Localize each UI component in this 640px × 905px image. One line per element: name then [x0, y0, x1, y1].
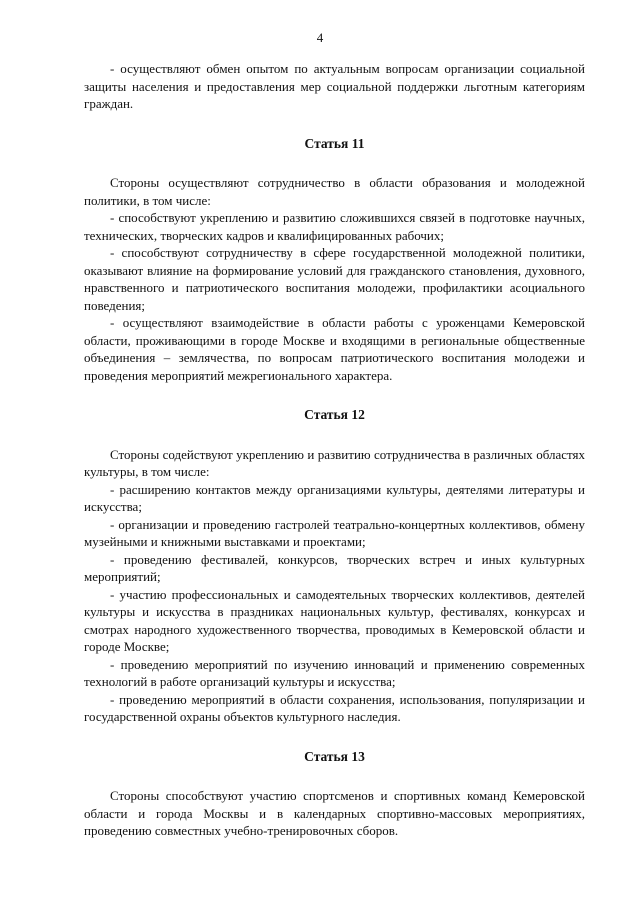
document-body — [84, 60, 585, 840]
article-12-paragraph: Стороны содействуют укреплению и развитию сотрудничества в различных областях культуры, в том числе: — [84, 446, 585, 479]
article-11-paragraph: - способствуют укреплению и развитию сложившихся связей в подготовке научных, технических, творческих кадров и квалифицированных рабочих; — [84, 210, 585, 243]
article-13-paragraph: Стороны способствуют участию спортсменов и спортивных команд Кемеровской области и города Москвы и в календарных спортивно-массовых мероприятиях, проведению совместных учебно-тренировочных сборов. — [84, 788, 585, 838]
article-11-paragraph: - способствуют сотрудничеству в сфере государственной молодежной политики, оказывают влияние на формирование условий для гражданского становления, духовного, нравственного и патриотического воспитания молодежи, профилактики асоциального поведения; — [84, 245, 585, 313]
article-12-paragraph: - проведению мероприятий по изучению инноваций и применению современных технологий в работе организаций культуры и искусства; — [84, 656, 585, 689]
article-12-paragraph: - участию профессиональных и самодеятельных творческих коллективов, деятелей культуры и искусства в праздниках национальных культур, фестивалях, конкурсах и смотрах народного художественного творчества, проводимых в Кемеровской области и городе Москве; — [84, 586, 585, 654]
article-11-paragraph: - осуществляют взаимодействие в области работы с уроженцами Кемеровской области, проживающими в городе Москве и входящими в региональные общественные объединения – землячества, по вопросам патриотического воспитания молодежи и проведения мероприятий межрегионального характера. — [84, 315, 585, 383]
article-12-paragraph: - расширению контактов между организациями культуры, деятелями литературы и искусства; — [84, 481, 585, 514]
article-12-paragraph: - организации и проведению гастролей театрально-концертных коллективов, обмену музейными и книжными выставками и проектами; — [84, 516, 585, 549]
article-11-paragraph: Стороны осуществляют сотрудничество в области образования и молодежной политики, в том числе: — [84, 175, 585, 208]
article-13-heading: Статья 13 — [304, 748, 365, 764]
article-12-heading: Статья 12 — [304, 407, 365, 422]
article-12-paragraph: - проведению мероприятий в области сохранения, использования, популяризации и государственной охраны объектов культурного наследия. — [84, 691, 585, 724]
article-12-paragraph: - проведению фестивалей, конкурсов, творческих встреч и иных культурных мероприятий; — [84, 551, 585, 584]
article-11-heading: Статья 11 — [304, 135, 365, 151]
intro-paragraph: - осуществляют обмен опытом по актуальным вопросам организации социальной защиты населения и предоставления мер социальной поддержки льготным категориям граждан. — [84, 61, 585, 111]
page-number: 4 — [316, 30, 324, 45]
